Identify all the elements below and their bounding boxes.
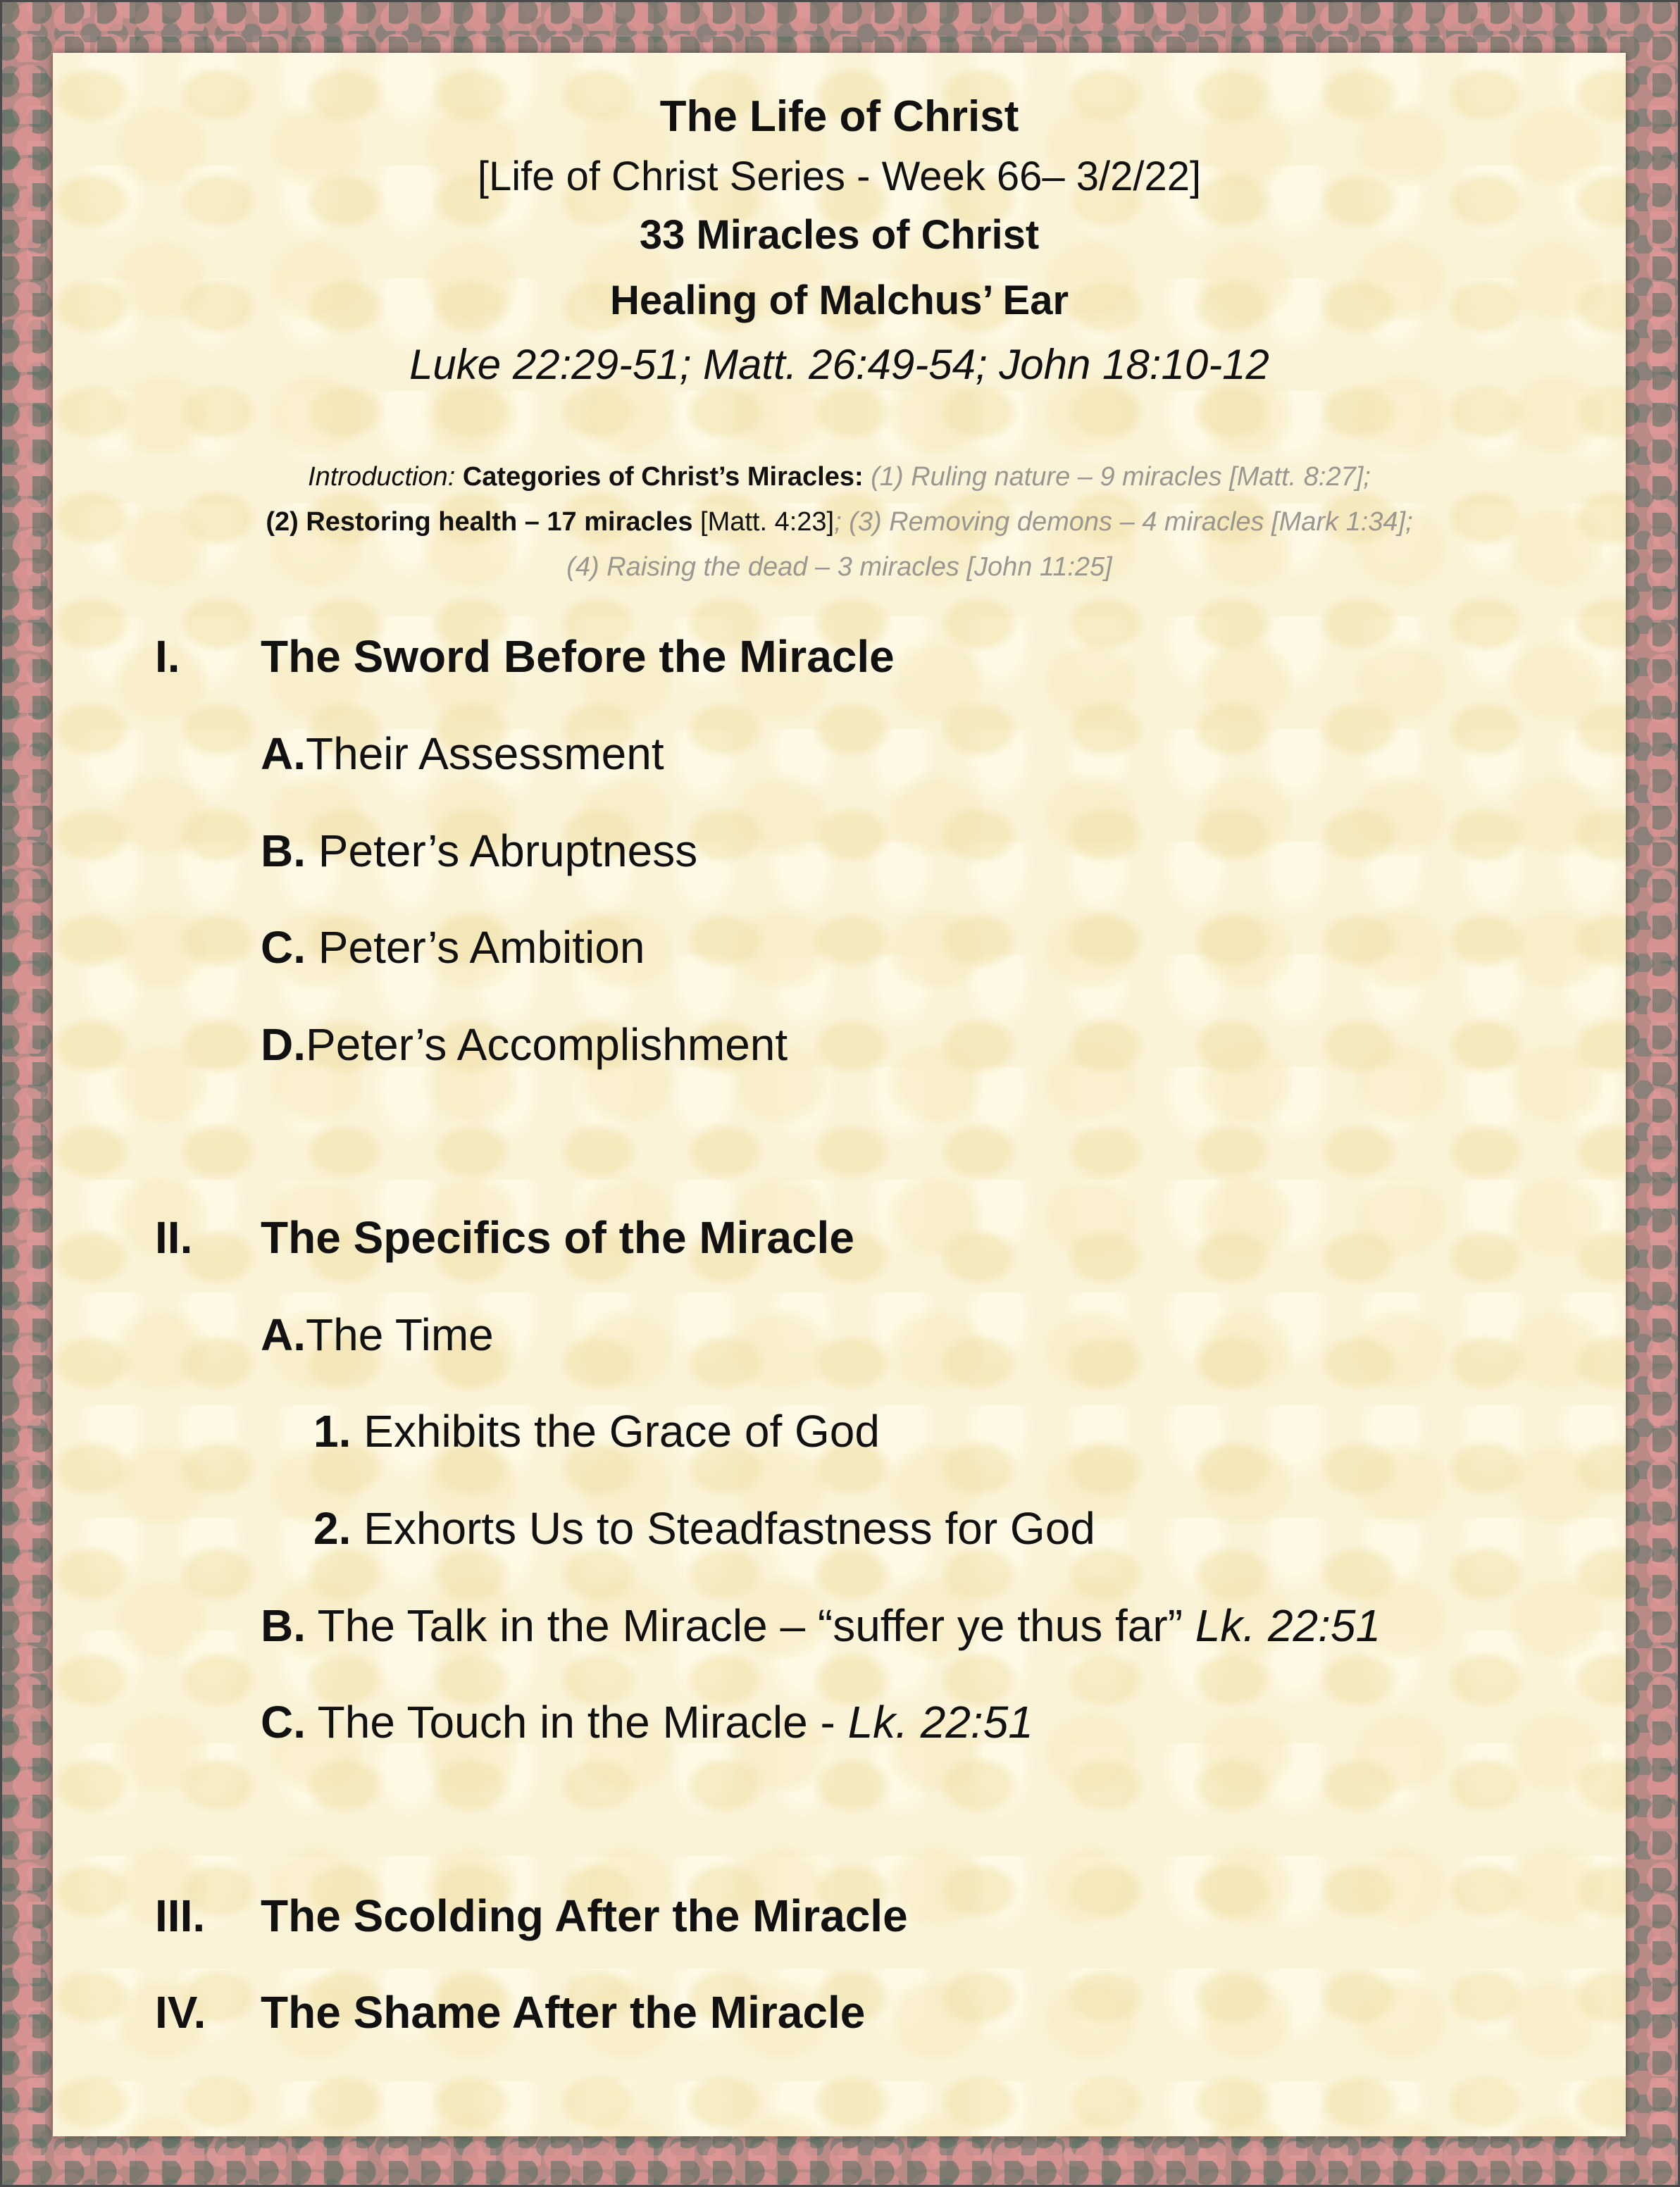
subtitle: 33 Miracles of Christ: [639, 212, 1040, 258]
subpoint-text: Exhibits the Grace of God: [363, 1406, 880, 1457]
point-label: C.: [261, 1697, 306, 1747]
series-info: [Life of Christ Series - Week 66– 3/2/22]: [477, 154, 1202, 199]
section-4-number: IV.: [155, 1987, 206, 2038]
section-4-title: The Shame After the Miracle: [261, 1987, 866, 2038]
category-3: ; (3) Removing demons – 4 miracles [Mark 1:34];: [834, 507, 1413, 537]
point-text: The Touch in the Miracle -: [317, 1697, 835, 1747]
section-1-point-d: [261, 1018, 788, 1071]
document-page: [53, 53, 1626, 2136]
subpoint-text: Exhorts Us to Steadfastness for God: [363, 1503, 1095, 1554]
scripture-reference: Luke 22:29-51; Matt. 26:49-54; John 18:10-12: [409, 341, 1269, 388]
point-text: The Talk in the Miracle – “suffer ye thus far”: [317, 1600, 1183, 1651]
point-text: Peter’s Abruptness: [318, 825, 698, 876]
introduction: [53, 454, 1626, 590]
subpoint-label: 2.: [313, 1503, 351, 1554]
topic-title: Healing of Malchus’ Ear: [609, 278, 1069, 323]
subpoint-label: 1.: [313, 1406, 351, 1457]
section-3-title: The Scolding After the Miracle: [261, 1890, 908, 1941]
point-text: Their Assessment: [306, 728, 664, 779]
point-text: Peter’s Ambition: [318, 922, 645, 973]
category-2-ref: [Matt. 4:23]: [700, 507, 835, 537]
section-2-subpoint-2: [313, 1502, 1095, 1554]
categories-label: Categories of Christ’s Miracles:: [462, 462, 864, 492]
intro-label: Introduction:: [308, 462, 456, 492]
point-text: The Time: [306, 1309, 494, 1360]
section-1-point-c: [261, 921, 645, 973]
point-label: A.: [261, 728, 306, 779]
point-reference: Lk. 22:51: [1195, 1600, 1381, 1651]
section-1-point-b: [261, 825, 697, 877]
category-4: (4) Raising the dead – 3 miracles [John 11:25]: [566, 552, 1112, 582]
section-2-point-c: [261, 1696, 1033, 1748]
point-text: Peter’s Accomplishment: [306, 1019, 788, 1070]
section-1-point-a: [261, 728, 664, 780]
point-label: B.: [261, 825, 306, 876]
page-title: The Life of Christ: [659, 92, 1019, 141]
point-reference: Lk. 22:51: [847, 1697, 1033, 1747]
section-2-point-a: [261, 1309, 494, 1361]
section-1-title: The Sword Before the Miracle: [261, 631, 895, 682]
section-3-number: III.: [155, 1890, 206, 1941]
point-label: B.: [261, 1600, 306, 1651]
point-label: A.: [261, 1309, 306, 1360]
category-2: (2) Restoring health – 17 miracles: [266, 507, 693, 537]
section-1-number: I.: [155, 631, 180, 682]
section-2-title: The Specifics of the Miracle: [261, 1212, 854, 1263]
point-label: D.: [261, 1019, 306, 1070]
section-2-number: II.: [155, 1212, 193, 1263]
section-2-point-b: [261, 1600, 1381, 1652]
point-label: C.: [261, 922, 306, 973]
section-2-subpoint-1: [313, 1405, 880, 1457]
category-1: (1) Ruling nature – 9 miracles [Matt. 8:27];: [871, 462, 1371, 492]
